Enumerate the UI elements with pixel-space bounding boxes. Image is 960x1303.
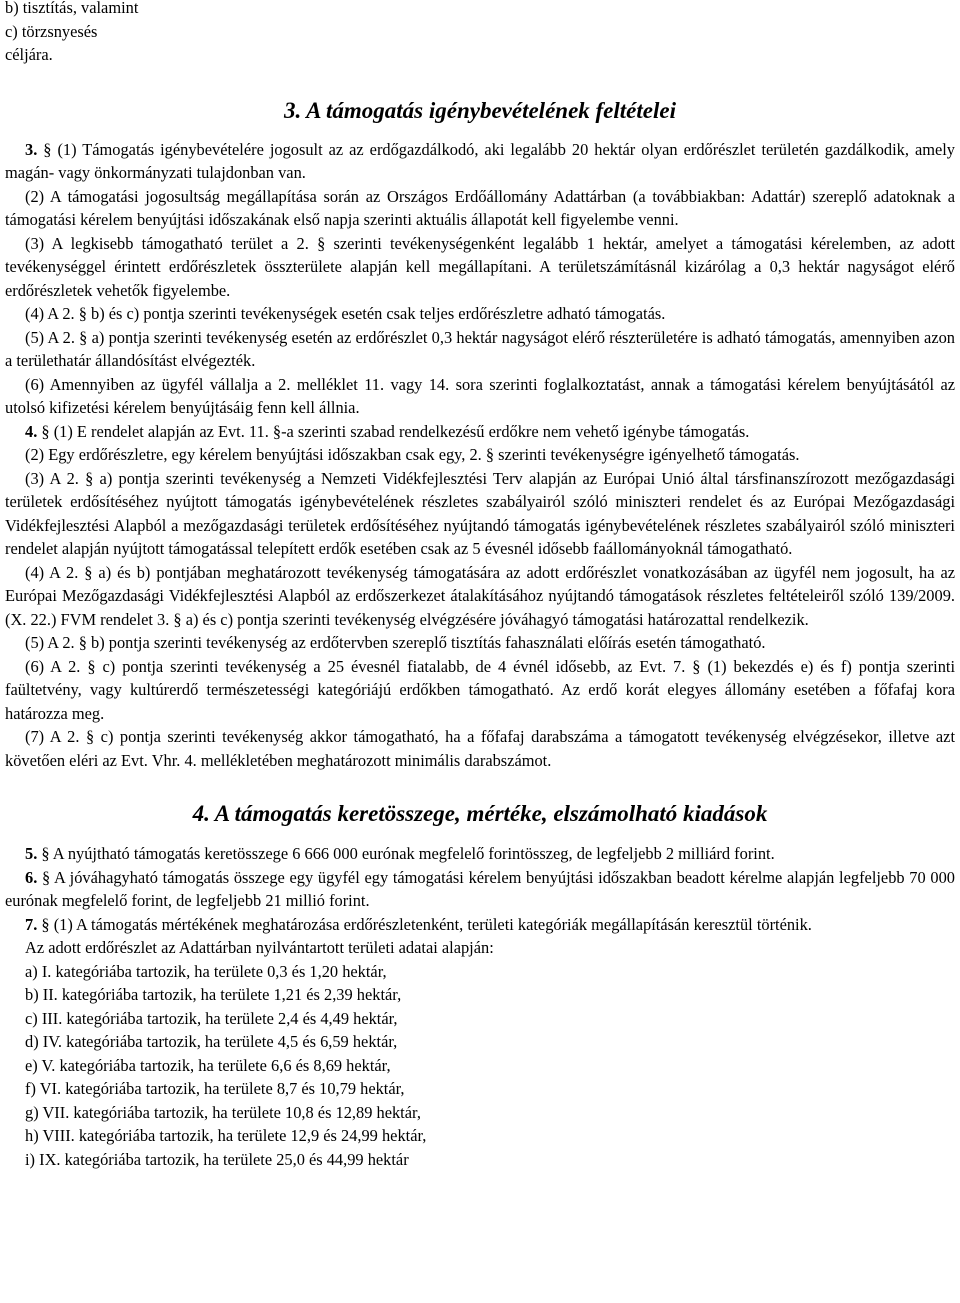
paragraph — [5, 232, 955, 303]
paragraph — [5, 631, 955, 655]
intro-line: b) tisztítás, valamint — [5, 0, 139, 17]
paragraph — [5, 185, 955, 232]
category-item: e) V. kategóriába tartozik, ha területe 6,6 és 8,69 hektár, — [25, 1055, 391, 1075]
section-3-body — [5, 138, 955, 773]
paragraph-text: § A jóváhagyható támogatás összege egy ügyfél egy támogatási kérelem benyújtási időszakban beadott kérelme alapján legfeljebb 70 000 eurónak megfelelő forint, de legfeljebb 21 millió forint. — [5, 867, 955, 910]
paragraph — [5, 373, 955, 420]
paragraph-text: (5) A 2. § b) pontja szerinti tevékenység az erdőtervben szereplő tisztítás fahasználati előírás esetén támogatható. — [25, 633, 766, 652]
paragraph — [5, 866, 955, 913]
paragraph-text: (2) Egy erdőrészletre, egy kérelem benyújtási időszakban csak egy, 2. § szerinti tevékenységre igényelhető támogatás. — [25, 445, 800, 464]
paragraph-text: (5) A 2. § a) pontja szerinti tevékenység esetén az erdőrészlet 0,3 hektár nagyságot elérő részterületére is adható támogatás, amennyiben azon a területhatár állandósítást elvégezték. — [5, 327, 955, 370]
intro-line: c) törzsnyesés — [5, 21, 98, 41]
category-item: a) I. kategóriába tartozik, ha területe 0,3 és 1,20 hektár, — [25, 961, 387, 981]
category-item: i) IX. kategóriába tartozik, ha területe 25,0 és 44,99 hektár — [25, 1149, 409, 1169]
section-number: 5. — [25, 844, 38, 863]
category-item: d) IV. kategóriába tartozik, ha területe 4,5 és 6,59 hektár, — [25, 1032, 398, 1051]
category-item: c) III. kategóriába tartozik, ha területe 2,4 és 4,49 hektár, — [25, 1008, 398, 1028]
category-list — [5, 960, 955, 1172]
paragraph-text: (7) A 2. § c) pontja szerinti tevékenység akkor támogatható, ha a főfafaj darabszáma a támogatott tevékenység elvégzésekor, illetve azt követően eléri az Evt. Vhr. 4. mellékletében meghatározott minimális darabszámot. — [5, 727, 955, 770]
category-item: g) VII. kategóriába tartozik, ha területe 10,8 és 12,89 hektár, — [25, 1102, 421, 1122]
section-number: 7. — [25, 914, 38, 934]
document-page — [5, 0, 955, 1171]
paragraph — [5, 913, 955, 937]
paragraph-text: (6) A 2. § c) pontja szerinti tevékenység a 25 évesnél fiatalabb, de 4 évnél idősebb, az Evt. 7. § (1) bekezdés e) és f) pontja szerinti faültetvény, vagy kultúrerdő természetességi kategóriájú erdőkben támogatható. Az erdő korát elegyes állomány esetében a főfafaj kora határozza meg. — [5, 656, 955, 723]
paragraph — [5, 655, 955, 726]
paragraph — [5, 443, 955, 467]
paragraph — [5, 467, 955, 561]
paragraph — [5, 326, 955, 373]
paragraph-text: (4) A 2. § a) és b) pontjában meghatározott tevékenység támogatására az adott erdőrészlet vonatkozásában az ügyfél nem jogosult, ha az Európai Mezőgazdasági Vidékfejlesztési Alapból az erdőszerkezet átalakításához nyújtandó támogatások részletes feltételeiről szóló 139/2009. (X. 22.) FVM rendelet 3. § a) és c) pontja szerinti tevékenység elvégzésére jóváhagyó támogatási határozattal rendelkezik. — [5, 562, 955, 629]
intro-list — [5, 0, 955, 67]
paragraph — [5, 842, 955, 866]
paragraph-text: § (1) Támogatás igénybevételére jogosult az az erdőgazdálkodó, aki legalább 20 hektár olyan erdőrészlet területén gazdálkodik, amely magán- vagy önkormányzati tulajdonban van. — [5, 139, 955, 182]
category-item: f) VI. kategóriába tartozik, ha területe 8,7 és 10,79 hektár, — [25, 1079, 405, 1098]
paragraph — [5, 725, 955, 772]
section-3-heading: 3. A támogatás igénybevételének feltételei — [284, 97, 676, 123]
section-number: 3. — [25, 139, 38, 159]
section-4-body — [5, 842, 955, 936]
section-4-heading: 4. A támogatás keretösszege, mértéke, elszámolható kiadások — [192, 801, 768, 826]
paragraph-text: (4) A 2. § b) és c) pontja szerinti tevékenységek esetén csak teljes erdőrészletre adható támogatás. — [25, 304, 666, 323]
category-intro: Az adott erdőrészlet az Adattárban nyilvántartott területi adatai alapján: — [25, 938, 494, 957]
paragraph-text: § (1) E rendelet alapján az Evt. 11. §-a szerinti szabad rendelkezésű erdőkre nem vehető igénybe támogatás. — [41, 421, 750, 441]
paragraph — [5, 302, 955, 326]
category-item: b) II. kategóriába tartozik, ha területe 1,21 és 2,39 hektár, — [25, 985, 402, 1004]
category-item: h) VIII. kategóriába tartozik, ha területe 12,9 és 24,99 hektár, — [25, 1126, 427, 1145]
paragraph-text: § A nyújtható támogatás keretösszege 6 666 000 eurónak megfelelő forintösszeg, de legfeljebb 2 milliárd forint. — [41, 844, 775, 863]
section-number: 6. — [25, 867, 38, 887]
paragraph — [5, 138, 955, 185]
section-number: 4. — [25, 421, 38, 441]
paragraph-text: (3) A 2. § a) pontja szerinti tevékenység a Nemzeti Vidékfejlesztési Terv alapján az Európai Unió által társfinanszírozott mezőgazdasági területek erdősítéséhez nyújtott támogatás igénybevételének részletes szabályairól szóló miniszteri rendelet és az Európai Mezőgazdasági Vidékfejlesztési Alapból a mezőgazdasági területek erdősítéséhez nyújtandó támogatás igénybevételének részletes szabályairól szóló miniszteri rendelet alapján nyújtott támogatással telepített erdők esetében csak az 5 évesnél idősebb faállományoknál támogatható. — [5, 468, 955, 558]
paragraph-text: (6) Amennyiben az ügyfél vállalja a 2. melléklet 11. vagy 14. sora szerinti foglalkoztatást, annak a támogatási kérelem benyújtásától az utolsó kifizetési kérelem benyújtásáig fenn kell állnia. — [5, 374, 955, 417]
paragraph — [5, 561, 955, 632]
paragraph-text: (3) A legkisebb támogatható terület a 2. § szerinti tevékenységenként legalább 1 hektár, amelyet a támogatási kérelemben, az adott tevékenységgel érintett erdőrészletek összterülete alapján kell megállapítani. A területszámításnál kizárólag a 0,3 hektár nagyságot elérő erdőrészletek vehetők figyelembe. — [5, 233, 955, 300]
paragraph-text: (2) A támogatási jogosultság megállapítása során az Országos Erdőállomány Adattárban (a továbbiakban: Adattár) szereplő adatoknak a támogatási kérelem benyújtási időszakának első napja szerinti aktuális állapotát kell figyelembe venni. — [5, 186, 955, 229]
paragraph — [5, 420, 955, 444]
paragraph-text: § (1) A támogatás mértékének meghatározása erdőrészletenként, területi kategóriák megállapításán keresztül történik. — [41, 914, 812, 934]
intro-line: céljára. — [5, 45, 53, 64]
